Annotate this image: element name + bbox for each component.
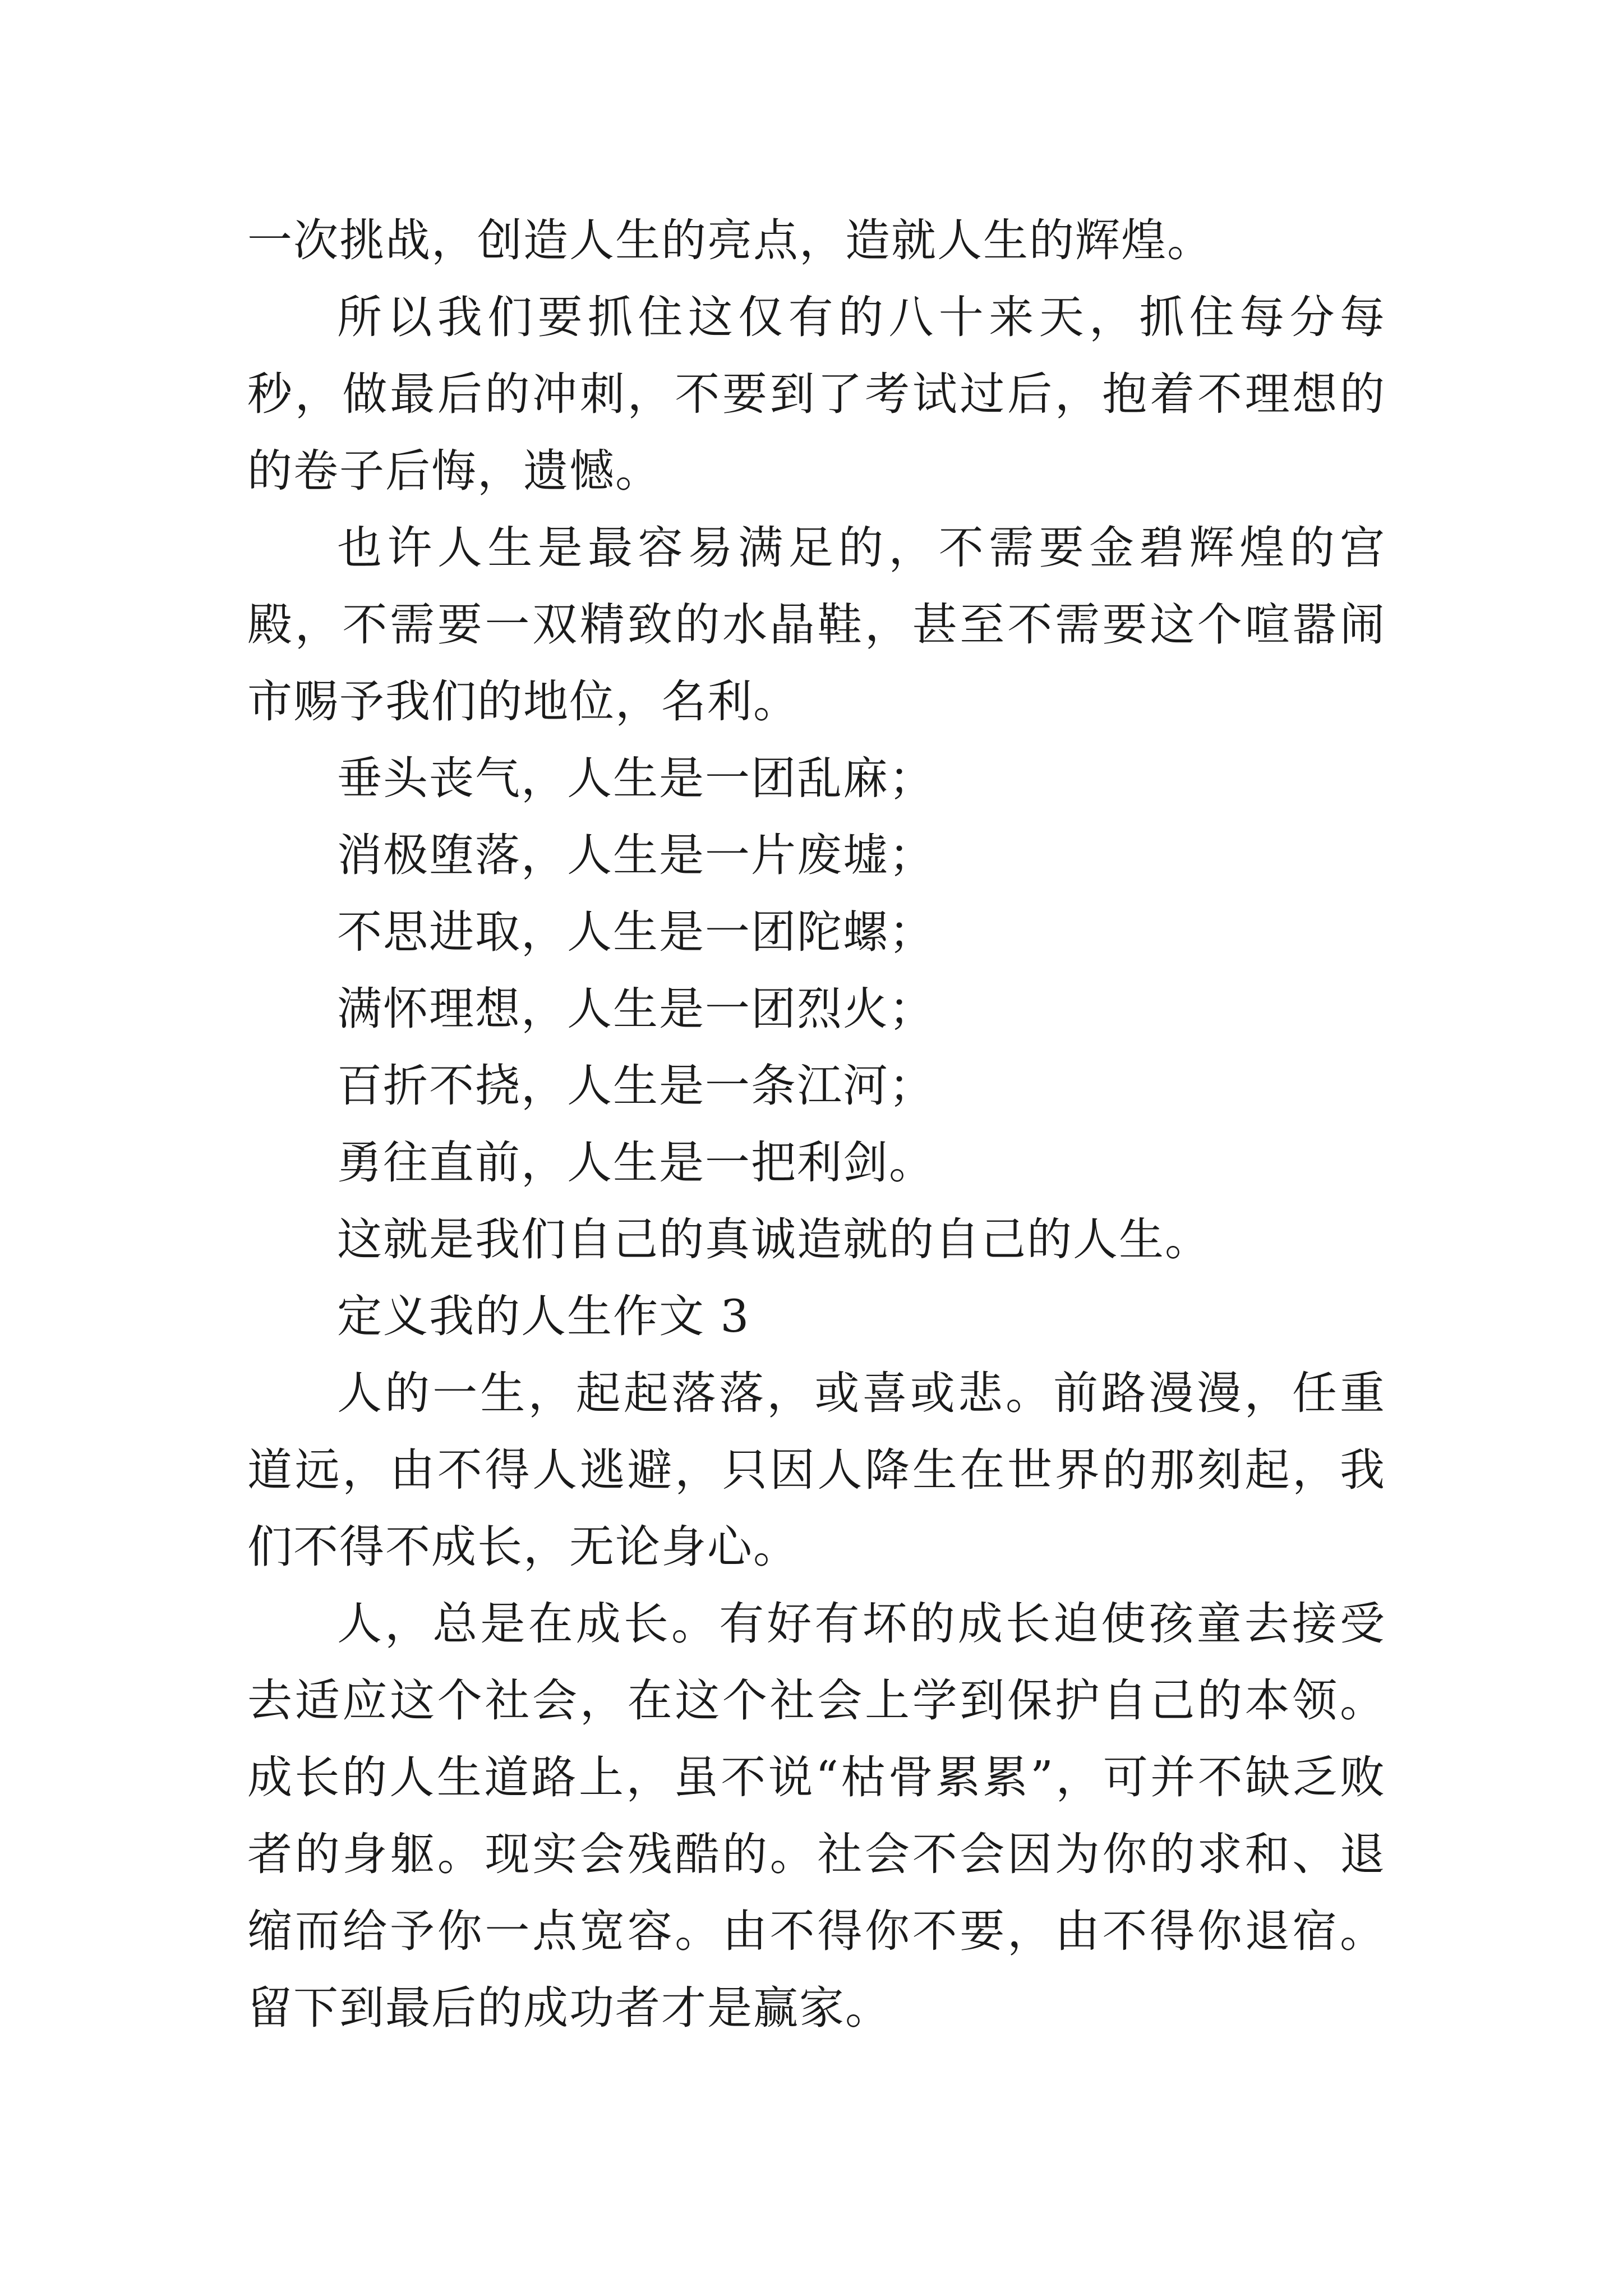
document-body: [247, 202, 1386, 2046]
line-dejected: 垂头丧气，人生是一团乱麻；: [337, 752, 935, 804]
paragraph-growing-up: 人，总是在成长。有好有坏的成长迫使孩童去接受去适应这个社会，在这个社会上学到保护自己的本领。成长的人生道路上，虽不说“枯骨累累”，可并不缺乏败者的身躯。现实会残酷的。社会不会因为你的求和、退缩而给予你一点宽容。由不得你不要，由不得你退宿。留下到最后的成功者才是赢家。: [247, 1598, 1386, 2034]
line-persevering: 百折不挠，人生是一条江河；: [337, 1060, 935, 1112]
line-idealistic: 满怀理想，人生是一团烈火；: [337, 983, 935, 1035]
paragraph-final-sprint: 所以我们要抓住这仅有的八十来天，抓住每分每秒，做最后的冲刺，不要到了考试过后，抱着不理想的的卷子后悔，遗憾。: [247, 291, 1386, 497]
line-courageous: 勇往直前，人生是一把利剑。: [337, 1137, 935, 1189]
paragraph-life-ups-downs: 人的一生，起起落落，或喜或悲。前路漫漫，任重道远，由不得人逃避，只因人降生在世界的那刻起，我们不得不成长，无论身心。: [247, 1367, 1386, 1573]
paragraph-conclusion: 这就是我们自己的真诚造就的自己的人生。: [337, 1213, 1211, 1266]
paragraph-challenge: 一次挑战，创造人生的亮点，造就人生的辉煌。: [247, 214, 1213, 266]
paragraph-contentment: 也许人生是最容易满足的，不需要金碧辉煌的宫殿，不需要一双精致的水晶鞋，甚至不需要这个喧嚣闹市赐予我们的地位，名利。: [247, 522, 1386, 728]
section-heading: 定义我的人生作文 3: [337, 1290, 750, 1342]
line-depraved: 消极堕落，人生是一片废墟；: [337, 829, 935, 881]
line-unambitious: 不思进取，人生是一团陀螺；: [337, 906, 935, 958]
